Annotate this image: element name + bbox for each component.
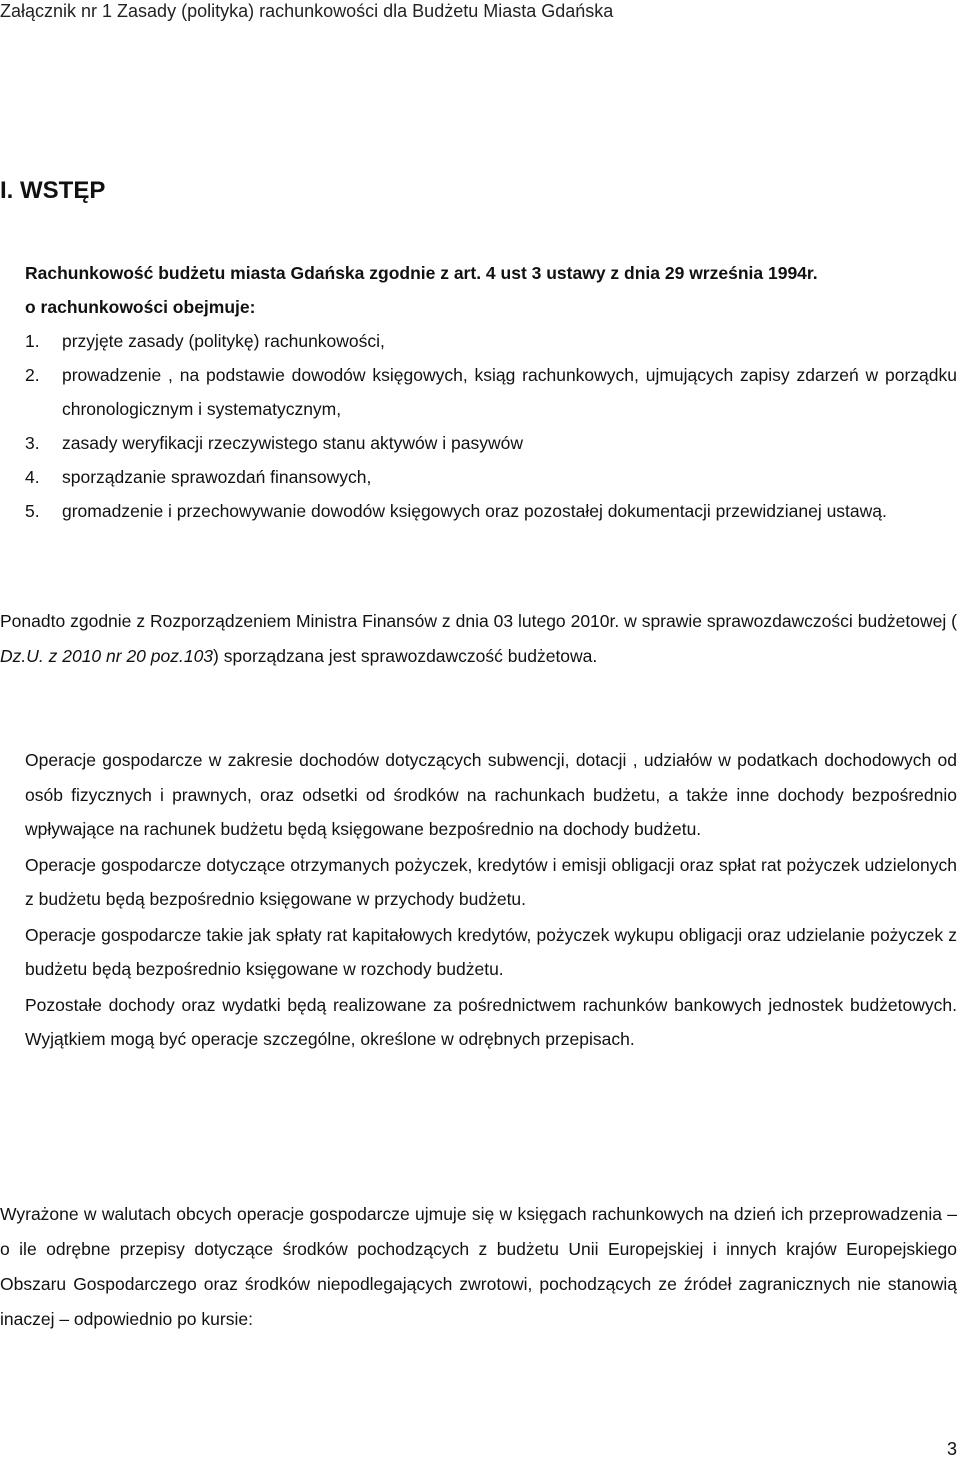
list-item-text: sporządzanie sprawozdań finansowych, — [62, 467, 372, 487]
currency-paragraph: Wyrażone w walutach obcych operacje gospodarcze ujmuje się w księgach rachunkowych na dzień ich przeprowadzenia – o ile odrębne przepisy dotyczące środków pochodzących z budżetu Unii Europejskiej i innych krajów Europejskiego Obszaru Gospodarczego oraz środków niepodlegających zwrotowi, pochodzących ze źródeł zagranicznych nie stanowią inaczej – odpowiednio po kursie: — [0, 1204, 957, 1329]
operations-paragraph-revenue: Operacje gospodarcze dotyczące otrzymanych pożyczek, kredytów i emisji obligacji oraz spłat rat pożyczek udzielonych z budżetu będą bezpośrednio księgowane w przychody budżetu. — [25, 854, 957, 909]
intro-block — [25, 256, 957, 528]
list-item — [25, 358, 957, 426]
list-item — [25, 426, 957, 460]
page-number: 3 — [946, 1439, 957, 1459]
regulation-paragraph — [0, 604, 957, 673]
list-item-text: przyjęte zasady (politykę) rachunkowości, — [62, 331, 385, 351]
intro-line-1: Rachunkowość budżetu miasta Gdańska zgodnie z art. 4 ust 3 ustawy z dnia 29 września 1994r. — [25, 263, 818, 283]
list-item-number: 2. — [25, 365, 40, 385]
list-item-number: 1. — [25, 331, 40, 351]
scope-list — [25, 324, 957, 528]
document-header: Załącznik nr 1 Zasady (polityka) rachunkowości dla Budżetu Miasta Gdańska — [0, 1, 614, 21]
operations-paragraph-expenditure: Operacje gospodarcze takie jak spłaty rat kapitałowych kredytów, pożyczek wykupu obligacji oraz udzielanie pożyczek z budżetu będą bezpośrednio księgowane w rozchody budżetu. — [25, 924, 957, 979]
list-item — [25, 324, 957, 358]
operations-paragraph-other: Pozostałe dochody oraz wydatki będą realizowane za pośrednictwem rachunków bankowych jednostek budżetowych. Wyjątkiem mogą być operacje szczególne, określone w odrębnych przepisach. — [25, 994, 957, 1049]
list-item-text: zasady weryfikacji rzeczywistego stanu aktywów i pasywów — [62, 433, 523, 453]
operations-paragraph-income: Operacje gospodarcze w zakresie dochodów dotyczących subwencji, dotacji , udziałów w podatkach dochodowych od osób fizycznych i prawnych, oraz odsetki od środków na rachunkach budżetu, a także inne dochody bezpośrednio wpływające na rachunek budżetu będą księgowane bezpośrednio na dochody budżetu. — [25, 750, 957, 839]
regulation-text-before: Ponadto zgodnie z Rozporządzeniem Ministra Finansów z dnia 03 lutego 2010r. w sprawie sprawozdawczości budżetowej ( — [0, 611, 957, 631]
regulation-text-after: ) sporządzana jest sprawozdawczość budżetowa. — [213, 645, 598, 666]
list-item-number: 4. — [25, 467, 40, 487]
regulation-citation: Dz.U. z 2010 nr 20 poz.103 — [0, 645, 214, 666]
operations-section — [25, 743, 957, 1058]
list-item-number: 3. — [25, 433, 40, 453]
list-item-text: gromadzenie i przechowywanie dowodów księgowych oraz pozostałej dokumentacji przewidzianej ustawą. — [62, 501, 887, 521]
section-title: I. WSTĘP — [0, 177, 106, 204]
intro-line-2: o rachunkowości obejmuje: — [25, 297, 256, 317]
list-item — [25, 494, 957, 528]
list-item-number: 5. — [25, 501, 40, 521]
list-item — [25, 460, 957, 494]
list-item-text: prowadzenie , na podstawie dowodów księgowych, ksiąg rachunkowych, ujmujących zapisy zdarzeń w porządku chronologicznym i systematycznym, — [62, 365, 957, 419]
